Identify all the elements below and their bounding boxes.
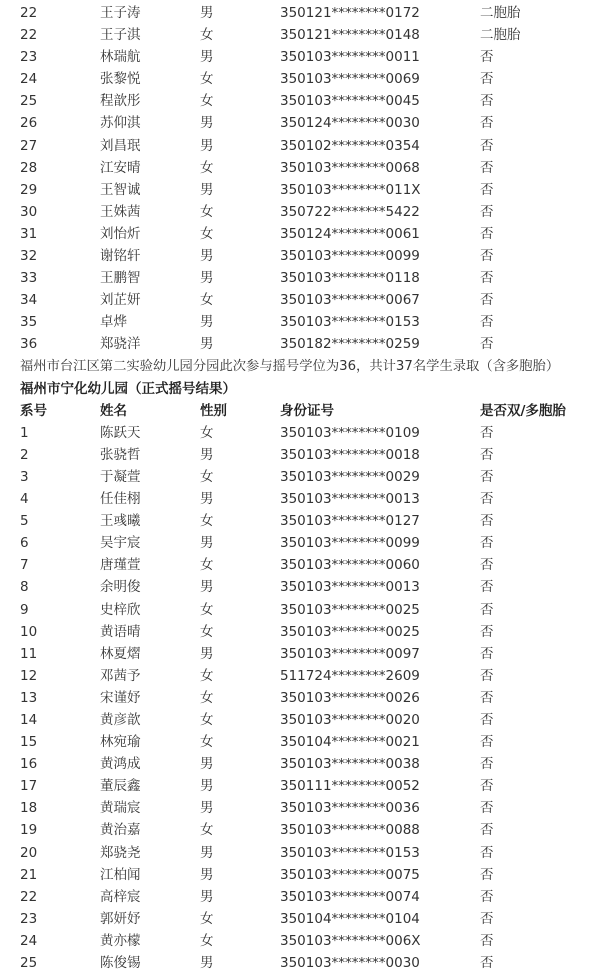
cell-name: 林瑞航 — [100, 49, 141, 66]
cell-gender: 男 — [200, 535, 214, 552]
cell-id-number: 350104********0104 — [280, 910, 420, 927]
table-row — [0, 135, 595, 157]
cell-name: 林夏熠 — [100, 645, 141, 662]
header-multiple-birth: 是否双/多胞胎 — [480, 402, 566, 419]
cell-multiple-birth: 否 — [480, 491, 494, 508]
header-name: 姓名 — [100, 402, 127, 419]
cell-multiple-birth: 否 — [480, 248, 494, 265]
cell-multiple-birth: 否 — [480, 601, 494, 618]
cell-multiple-birth: 否 — [480, 910, 494, 927]
cell-id-number: 350103********0013 — [280, 579, 420, 596]
cell-name: 王鹏智 — [100, 270, 141, 287]
cell-multiple-birth: 否 — [480, 225, 494, 242]
table-row — [0, 201, 595, 223]
cell-multiple-birth: 否 — [480, 49, 494, 66]
cell-name: 余明俊 — [100, 579, 141, 596]
table-header-row — [0, 400, 595, 422]
cell-name: 于凝萱 — [100, 468, 141, 485]
cell-number: 34 — [20, 292, 38, 309]
cell-multiple-birth: 否 — [480, 468, 494, 485]
cell-name: 陈跃天 — [100, 424, 141, 441]
cell-gender: 女 — [200, 910, 214, 927]
cell-id-number: 350103********0029 — [280, 468, 420, 485]
table-row — [0, 2, 595, 24]
cell-name: 唐瑾萱 — [100, 557, 141, 574]
admission-summary-note: 福州市台江区第二实验幼儿园分园此次参与摇号学位为36，共计37名学生录取（含多胞胎） — [20, 358, 560, 374]
cell-id-number: 350103********0127 — [280, 513, 420, 530]
cell-id-number: 350103********0013 — [280, 491, 420, 508]
cell-name: 郑骁洋 — [100, 336, 141, 353]
table-row — [0, 488, 595, 510]
cell-number: 35 — [20, 314, 38, 331]
cell-number: 28 — [20, 159, 38, 176]
cell-gender: 男 — [200, 888, 214, 905]
cell-id-number: 350124********0061 — [280, 225, 420, 242]
cell-name: 刘芷妍 — [100, 292, 141, 309]
table-row — [0, 819, 595, 841]
table-row — [0, 289, 595, 311]
cell-name: 王子淇 — [100, 27, 141, 44]
table-row — [0, 68, 595, 90]
cell-number: 16 — [20, 756, 38, 773]
cell-gender: 女 — [200, 71, 214, 88]
cell-multiple-birth: 否 — [480, 336, 494, 353]
cell-multiple-birth: 否 — [480, 955, 494, 972]
cell-name: 黄彦歆 — [100, 712, 141, 728]
cell-multiple-birth: 否 — [480, 314, 494, 331]
table-row — [0, 775, 595, 797]
cell-name: 程歆彤 — [100, 93, 141, 110]
cell-name: 王子涛 — [100, 5, 141, 21]
cell-multiple-birth: 否 — [480, 93, 494, 110]
cell-number: 7 — [20, 557, 29, 574]
cell-id-number: 350103********0018 — [280, 446, 420, 463]
cell-multiple-birth: 否 — [480, 756, 494, 773]
cell-id-number: 350104********0021 — [280, 734, 420, 751]
cell-gender: 女 — [200, 822, 214, 839]
cell-multiple-birth: 否 — [480, 535, 494, 552]
cell-number: 18 — [20, 800, 38, 817]
cell-gender: 女 — [200, 557, 214, 574]
table-row — [0, 930, 595, 952]
cell-number: 4 — [20, 491, 29, 508]
table-row — [0, 179, 595, 201]
table-row — [0, 46, 595, 68]
cell-multiple-birth: 二胞胎 — [480, 5, 521, 21]
cell-id-number: 350182********0259 — [280, 336, 420, 353]
cell-number: 23 — [20, 49, 38, 66]
header-gender: 性别 — [200, 402, 227, 419]
cell-gender: 男 — [200, 314, 214, 331]
header-id-number: 身份证号 — [280, 402, 334, 419]
cell-id-number: 350103********006X — [280, 932, 421, 949]
table-row — [0, 643, 595, 665]
cell-gender: 女 — [200, 734, 214, 751]
cell-number: 14 — [20, 712, 38, 728]
cell-gender: 女 — [200, 203, 214, 220]
cell-multiple-birth: 否 — [480, 270, 494, 287]
cell-gender: 男 — [200, 756, 214, 773]
table-body — [0, 422, 595, 974]
cell-id-number: 350111********0052 — [280, 778, 420, 795]
cell-multiple-birth: 否 — [480, 446, 494, 463]
cell-id-number: 350103********0030 — [280, 955, 420, 972]
cell-name: 宋谨妤 — [100, 689, 141, 706]
cell-number: 13 — [20, 689, 38, 706]
cell-multiple-birth: 二胞胎 — [480, 27, 521, 44]
cell-name: 张黎悦 — [100, 71, 141, 88]
cell-number: 22 — [20, 5, 38, 21]
cell-number: 12 — [20, 667, 38, 684]
cell-gender: 男 — [200, 844, 214, 861]
cell-number: 33 — [20, 270, 38, 287]
table-row — [0, 665, 595, 687]
cell-id-number: 350103********0097 — [280, 645, 420, 662]
cell-gender: 男 — [200, 181, 214, 198]
cell-id-number: 350121********0148 — [280, 27, 420, 44]
cell-gender: 男 — [200, 49, 214, 66]
cell-number: 25 — [20, 955, 38, 972]
cell-multiple-birth: 否 — [480, 888, 494, 905]
cell-id-number: 350103********0011 — [280, 49, 420, 66]
table-row — [0, 753, 595, 775]
cell-gender: 男 — [200, 446, 214, 463]
cell-gender: 女 — [200, 159, 214, 176]
cell-multiple-birth: 否 — [480, 667, 494, 684]
cell-multiple-birth: 否 — [480, 513, 494, 530]
cell-id-number: 350103********0153 — [280, 844, 420, 861]
cell-gender: 男 — [200, 579, 214, 596]
table-row — [0, 731, 595, 753]
cell-gender: 男 — [200, 778, 214, 795]
cell-gender: 女 — [200, 712, 214, 728]
cell-multiple-birth: 否 — [480, 778, 494, 795]
cell-gender: 男 — [200, 866, 214, 883]
table-row — [0, 554, 595, 576]
table-row — [0, 90, 595, 112]
cell-number: 22 — [20, 27, 38, 44]
cell-name: 刘怡炘 — [100, 225, 141, 242]
table-row — [0, 709, 595, 731]
table-row — [0, 842, 595, 864]
cell-gender: 男 — [200, 491, 214, 508]
cell-name: 王彧曦 — [100, 513, 141, 530]
cell-multiple-birth: 否 — [480, 203, 494, 220]
cell-multiple-birth: 否 — [480, 424, 494, 441]
table-row — [0, 599, 595, 621]
cell-id-number: 350103********0036 — [280, 800, 420, 817]
cell-id-number: 350103********0153 — [280, 314, 420, 331]
cell-id-number: 350103********0109 — [280, 424, 420, 441]
cell-gender: 女 — [200, 623, 214, 640]
table-row — [0, 510, 595, 532]
cell-multiple-birth: 否 — [480, 557, 494, 574]
cell-name: 刘昌珉 — [100, 137, 141, 154]
table-row — [0, 687, 595, 709]
cell-id-number: 350722********5422 — [280, 203, 420, 220]
cell-number: 19 — [20, 822, 38, 839]
cell-multiple-birth: 否 — [480, 645, 494, 662]
cell-gender: 男 — [200, 137, 214, 154]
cell-name: 王智诚 — [100, 181, 141, 198]
cell-id-number: 350103********0118 — [280, 270, 420, 287]
cell-number: 5 — [20, 513, 29, 530]
cell-gender: 女 — [200, 292, 214, 309]
cell-multiple-birth: 否 — [480, 292, 494, 309]
cell-number: 31 — [20, 225, 38, 242]
cell-multiple-birth: 否 — [480, 159, 494, 176]
table-row — [0, 245, 595, 267]
cell-number: 32 — [20, 248, 38, 265]
table-previous-kindergarten — [0, 2, 595, 356]
cell-multiple-birth: 否 — [480, 800, 494, 817]
cell-id-number: 350103********0069 — [280, 71, 420, 88]
cell-id-number: 350121********0172 — [280, 5, 420, 21]
section-title: 福州市宁化幼儿园（正式摇号结果） — [20, 380, 236, 397]
table-row — [0, 621, 595, 643]
cell-name: 高梓宸 — [100, 888, 141, 905]
table-row — [0, 532, 595, 554]
cell-id-number: 350103********0045 — [280, 93, 420, 110]
table-row — [0, 333, 595, 355]
cell-name: 林宛瑜 — [100, 734, 141, 751]
cell-name: 江柏闻 — [100, 866, 141, 883]
cell-gender: 女 — [200, 27, 214, 44]
cell-name: 吴宇宸 — [100, 535, 141, 552]
header-number: 系号 — [20, 402, 47, 419]
cell-name: 江安晴 — [100, 159, 141, 176]
cell-id-number: 350103********0025 — [280, 623, 420, 640]
table-row — [0, 24, 595, 46]
table-row — [0, 157, 595, 179]
cell-name: 黄瑞宸 — [100, 800, 141, 817]
cell-name: 黄语晴 — [100, 623, 141, 640]
cell-gender: 男 — [200, 336, 214, 353]
cell-gender: 女 — [200, 225, 214, 242]
cell-name: 任佳栩 — [100, 491, 141, 508]
cell-id-number: 350103********011X — [280, 181, 421, 198]
cell-gender: 女 — [200, 932, 214, 949]
cell-id-number: 350103********0075 — [280, 866, 420, 883]
cell-number: 36 — [20, 336, 38, 353]
cell-number: 29 — [20, 181, 38, 198]
cell-gender: 女 — [200, 513, 214, 530]
cell-number: 26 — [20, 115, 38, 132]
cell-id-number: 350103********0025 — [280, 601, 420, 618]
cell-id-number: 350103********0099 — [280, 535, 420, 552]
cell-number: 23 — [20, 910, 38, 927]
cell-number: 17 — [20, 778, 38, 795]
cell-id-number: 350103********0068 — [280, 159, 420, 176]
cell-name: 史梓欣 — [100, 601, 141, 618]
cell-id-number: 350103********0060 — [280, 557, 420, 574]
cell-id-number: 350103********0026 — [280, 689, 420, 706]
cell-name: 黄亦檬 — [100, 932, 141, 949]
cell-multiple-birth: 否 — [480, 844, 494, 861]
cell-gender: 男 — [200, 270, 214, 287]
cell-name: 郑骁尧 — [100, 844, 141, 861]
table-row — [0, 422, 595, 444]
cell-number: 6 — [20, 535, 29, 552]
table-row — [0, 267, 595, 289]
cell-gender: 女 — [200, 667, 214, 684]
cell-gender: 女 — [200, 689, 214, 706]
cell-id-number: 350103********0067 — [280, 292, 420, 309]
cell-number: 21 — [20, 866, 38, 883]
cell-id-number: 350103********0088 — [280, 822, 420, 839]
cell-id-number: 350124********0030 — [280, 115, 420, 132]
cell-gender: 男 — [200, 955, 214, 972]
cell-number: 11 — [20, 645, 38, 662]
cell-id-number: 350103********0099 — [280, 248, 420, 265]
cell-multiple-birth: 否 — [480, 734, 494, 751]
table-ninghua-kindergarten — [0, 400, 595, 974]
cell-name: 董辰鑫 — [100, 778, 141, 795]
cell-id-number: 350102********0354 — [280, 137, 420, 154]
cell-number: 15 — [20, 734, 38, 751]
cell-multiple-birth: 否 — [480, 623, 494, 640]
cell-name: 郭妍妤 — [100, 910, 141, 927]
table-row — [0, 311, 595, 333]
cell-number: 8 — [20, 579, 29, 596]
table-row — [0, 864, 595, 886]
cell-number: 9 — [20, 601, 29, 618]
cell-gender: 男 — [200, 5, 214, 21]
cell-id-number: 350103********0020 — [280, 712, 420, 728]
cell-multiple-birth: 否 — [480, 71, 494, 88]
cell-name: 陈俊锡 — [100, 955, 141, 972]
cell-multiple-birth: 否 — [480, 181, 494, 198]
cell-multiple-birth: 否 — [480, 115, 494, 132]
cell-multiple-birth: 否 — [480, 932, 494, 949]
cell-name: 黄鸿成 — [100, 756, 141, 773]
table-row — [0, 223, 595, 245]
table-row — [0, 444, 595, 466]
table-row — [0, 908, 595, 930]
cell-name: 谢铭轩 — [100, 248, 141, 265]
cell-number: 25 — [20, 93, 38, 110]
cell-gender: 男 — [200, 115, 214, 132]
cell-name: 王姝茜 — [100, 203, 141, 220]
cell-id-number: 511724********2609 — [280, 667, 420, 684]
cell-name: 卓烨 — [100, 314, 127, 331]
cell-gender: 男 — [200, 800, 214, 817]
cell-name: 邓茜予 — [100, 667, 141, 684]
cell-id-number: 350103********0038 — [280, 756, 420, 773]
table-row — [0, 112, 595, 134]
cell-number: 24 — [20, 71, 38, 88]
cell-number: 30 — [20, 203, 38, 220]
cell-gender: 女 — [200, 424, 214, 441]
table-row — [0, 576, 595, 598]
cell-name: 张骁哲 — [100, 446, 141, 463]
cell-gender: 女 — [200, 601, 214, 618]
admission-results-page — [0, 2, 595, 975]
cell-number: 10 — [20, 623, 38, 640]
table-row — [0, 952, 595, 974]
cell-name: 黄治嘉 — [100, 822, 141, 839]
cell-multiple-birth: 否 — [480, 579, 494, 596]
cell-multiple-birth: 否 — [480, 689, 494, 706]
cell-multiple-birth: 否 — [480, 137, 494, 154]
cell-number: 27 — [20, 137, 38, 154]
cell-multiple-birth: 否 — [480, 712, 494, 728]
cell-number: 3 — [20, 468, 29, 485]
cell-gender: 男 — [200, 645, 214, 662]
cell-multiple-birth: 否 — [480, 822, 494, 839]
table-row — [0, 466, 595, 488]
cell-gender: 女 — [200, 468, 214, 485]
cell-gender: 男 — [200, 248, 214, 265]
table-row — [0, 886, 595, 908]
cell-name: 苏仰淇 — [100, 115, 141, 132]
cell-id-number: 350103********0074 — [280, 888, 420, 905]
cell-number: 1 — [20, 424, 29, 441]
cell-multiple-birth: 否 — [480, 866, 494, 883]
cell-number: 20 — [20, 844, 38, 861]
cell-number: 24 — [20, 932, 38, 949]
cell-number: 22 — [20, 888, 38, 905]
table-row — [0, 797, 595, 819]
cell-number: 2 — [20, 446, 29, 463]
cell-gender: 女 — [200, 93, 214, 110]
